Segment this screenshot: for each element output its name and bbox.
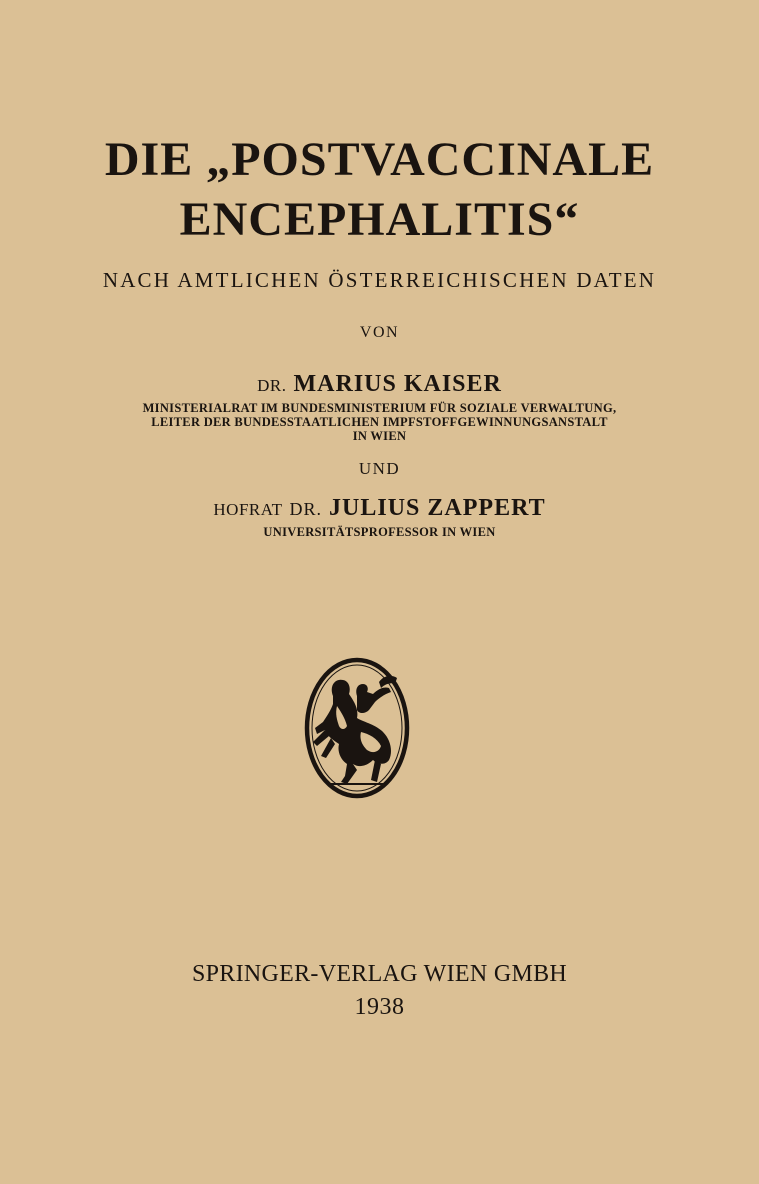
author-1-affiliation-line-2: LEITER DER BUNDESSTAATLICHEN IMPFSTOFFGEWINNUNGSANSTALT — [151, 415, 608, 429]
author-1-affiliation-line-3: IN WIEN — [352, 429, 407, 443]
author-2-name: JULIUS ZAPPERT — [329, 495, 546, 521]
title-line-2: ENCEPHALITIS“ — [179, 193, 580, 246]
author-1-prefix: DR. — [257, 376, 287, 395]
author-2-prefix: HOFRAT — [213, 500, 283, 519]
author-2 — [0, 496, 759, 520]
author-1-affiliation-line-1: MINISTERIALRAT IM BUNDESMINISTERIUM FÜR SOZIALE VERWALTUNG, — [142, 401, 617, 415]
year: 1938 — [354, 994, 405, 1020]
springer-horse-rider-emblem-icon — [301, 656, 413, 800]
von-label: VON — [359, 324, 400, 341]
author-1-name: MARIUS KAISER — [293, 371, 502, 397]
und-label: UND — [358, 459, 401, 478]
author-1 — [0, 372, 759, 396]
title-line-1: DIE „POSTVACCINALE — [104, 133, 655, 186]
author-2-prefix-dr: DR. — [289, 499, 323, 519]
publisher: SPRINGER-VERLAG WIEN GMBH — [191, 961, 568, 987]
author-2-affiliation: UNIVERSITÄTSPROFESSOR IN WIEN — [263, 525, 496, 539]
subtitle: NACH AMTLICHEN ÖSTERREICHISCHEN DATEN — [102, 268, 657, 292]
